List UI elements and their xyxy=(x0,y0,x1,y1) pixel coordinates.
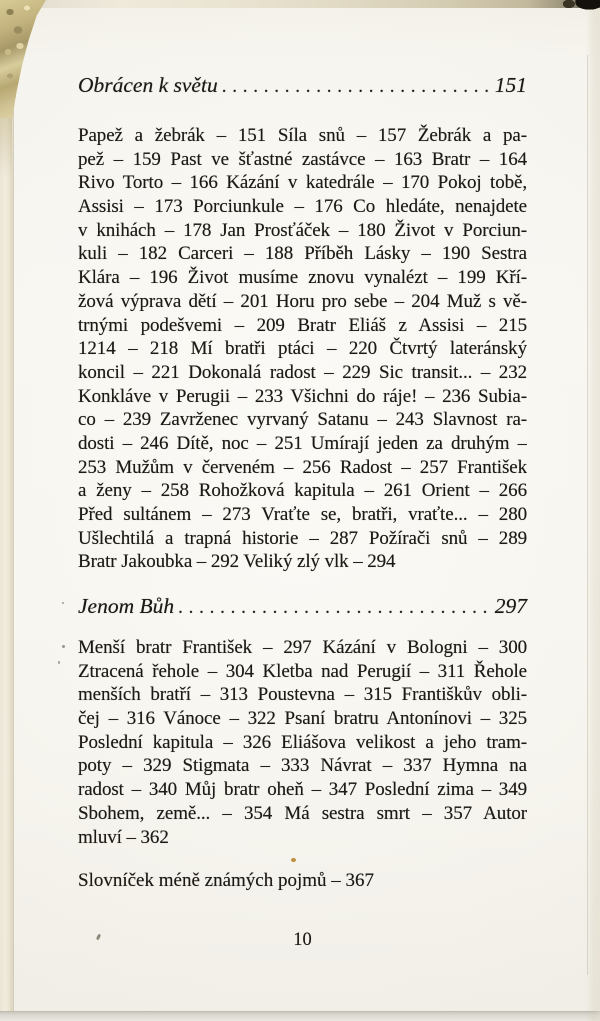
toc-line: kuli – 182 Carceri – 188 Příběh Lásky – 190 Sestra xyxy=(78,243,527,265)
toc-line: a ženy – 258 Rohožková kapitula – 261 Orient – 266 xyxy=(78,480,527,502)
scan-mark-top-right xyxy=(562,0,600,13)
toc-line: poty – 329 Stigmata – 333 Návrat – 337 Hymna na xyxy=(78,755,527,777)
corner-damage-tail xyxy=(0,118,12,178)
page-number: 10 xyxy=(293,930,312,950)
glossary-line: Slovníček méně známých pojmů – 367 xyxy=(78,870,375,891)
toc-line: Menší bratr František – 297 Kázání v Bologni – 300 xyxy=(78,637,527,658)
toc-line: co – 239 Zavrženec vyrvaný Satanu – 243 Slavnost ra- xyxy=(78,409,527,431)
toc-line: Assisi – 173 Porciunkule – 176 Co hledáte, nenajdete xyxy=(78,196,527,218)
paper-speck xyxy=(62,645,65,648)
section-heading-jenom-buh xyxy=(78,593,527,619)
page-edge-right xyxy=(586,0,600,1021)
toc-line: dosti – 246 Dítě, noc – 251 Umírají jeden za druhým – xyxy=(78,432,527,454)
toc-line: radost – 340 Můj bratr oheň – 347 Poslední zima – 349 xyxy=(78,779,527,801)
toc-line: pež – 159 Past ve šťastné zastávce – 163 Bratr – 164 xyxy=(78,148,527,170)
dot-leader xyxy=(222,72,492,100)
paper-speck xyxy=(291,858,296,862)
toc-line: Sbohem, země... – 354 Má sestra smrt – 357 Autor xyxy=(78,802,527,824)
toc-line: Konkláve v Perugii – 233 Všichni do ráje! – 236 Subia- xyxy=(78,385,527,407)
page-edge-top xyxy=(0,0,600,8)
toc-line: Před sultánem – 273 Vraťte se, bratři, vraťte... – 280 xyxy=(78,504,527,525)
chapter-list-section-2 xyxy=(78,636,527,849)
toc-line: Bratr Jakoubka – 292 Veliký zlý vlk – 294 xyxy=(78,551,396,573)
section-heading-obracen-k-svetu xyxy=(78,72,527,98)
section-page-number: 151 xyxy=(494,73,527,97)
paper-speck xyxy=(58,661,60,664)
toc-line: v knihách – 178 Jan Prosťáček – 180 Život v Porciun- xyxy=(78,219,527,241)
toc-line: Papež a žebrák – 151 Síla snů – 157 Žebrák a pa- xyxy=(78,125,527,146)
toc-line: žová výprava dětí – 201 Horu pro sebe – 204 Muž s vě- xyxy=(78,290,527,312)
toc-line: Ztracená řehole – 304 Kletba nad Perugií – 311 Řehole xyxy=(78,660,527,682)
toc-line: 253 Mužům v červeném – 256 Radost – 257 František xyxy=(78,456,527,478)
toc-line: Ušlechtilá a trapná historie – 287 Požírači snů – 289 xyxy=(78,527,527,549)
section-title: Obrácen k světu xyxy=(78,73,218,97)
paper-speck xyxy=(62,602,64,604)
page-edge-right-line xyxy=(587,55,588,975)
toc-line: trnými podešvemi – 209 Bratr Eliáš z Assisi – 215 xyxy=(78,314,527,336)
dot-leader xyxy=(178,593,492,621)
section-page-number: 297 xyxy=(494,594,527,618)
section-title: Jenom Bůh xyxy=(78,594,175,618)
toc-line: menších bratří – 313 Poustevna – 315 Františkův obli- xyxy=(78,684,527,706)
toc-line: Rivo Torto – 166 Kázání v katedrále – 170 Pokoj tobě, xyxy=(78,172,527,194)
toc-line: mluví – 362 xyxy=(78,826,169,848)
toc-line: Klára – 196 Život musíme znovu vynalézt – 199 Kří- xyxy=(78,267,527,289)
toc-line: čej – 316 Vánoce – 322 Psaní bratru Antonínovi – 325 xyxy=(78,708,527,730)
toc-line: Poslední kapitula – 326 Eliášova velikost a jeho tram- xyxy=(78,731,527,753)
chapter-list-section-1 xyxy=(78,124,527,574)
toc-line: 1214 – 218 Mí bratři ptáci – 220 Čtvrtý lateránský xyxy=(78,338,527,360)
toc-line: koncil – 221 Dokonalá radost – 229 Sic transit... – 232 xyxy=(78,361,527,383)
page-edge-left-line xyxy=(13,0,14,1021)
page-edge-bottom xyxy=(0,1011,600,1021)
